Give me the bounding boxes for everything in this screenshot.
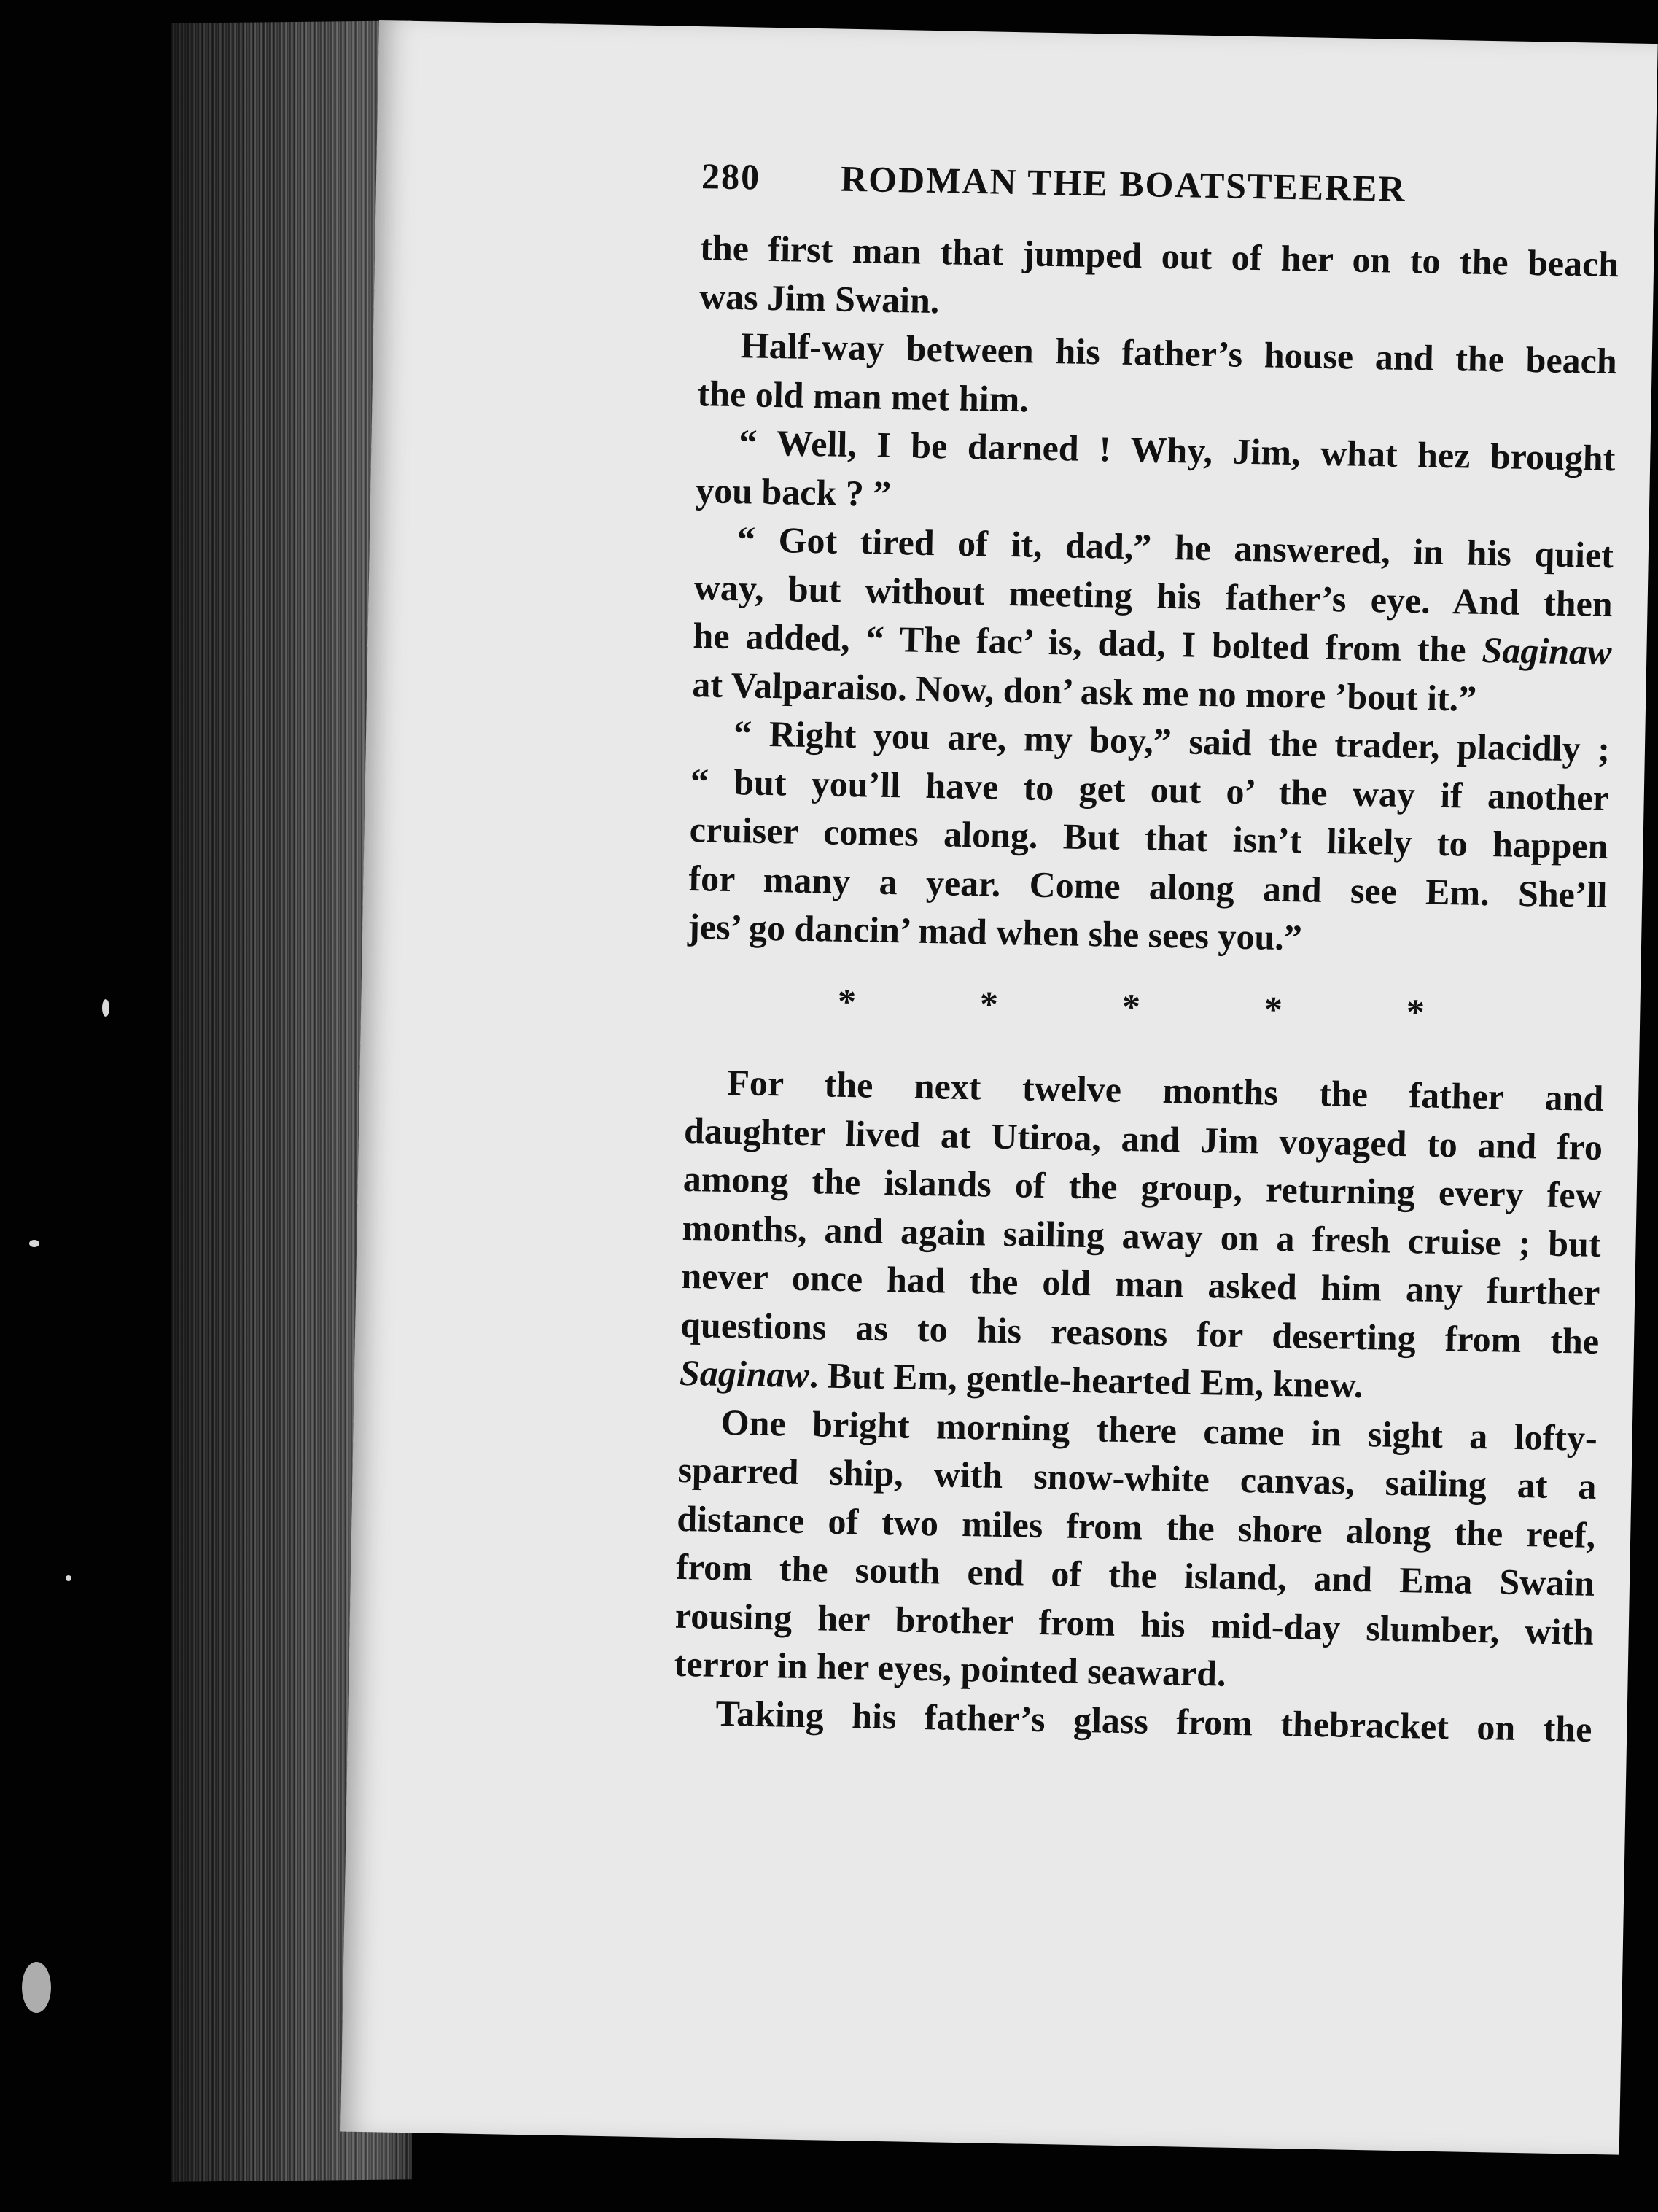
text-line: terror in her eyes, pointed seaward. <box>674 1642 1227 1694</box>
text-line: Taking his father’s glass from thebracket on the <box>715 1692 1592 1750</box>
running-head <box>701 155 1519 212</box>
text-line: “ Got tired of it, dad,” he answered, in his quiet <box>736 519 1614 576</box>
text-line: at Valparaiso. Now, don’ ask me no more ’bout it.” <box>691 663 1477 719</box>
page-number: 280 <box>701 155 761 198</box>
ship-name: Saginaw <box>679 1351 810 1396</box>
running-title: RODMAN THE BOATSTEERER <box>840 158 1407 209</box>
scan-speck <box>102 999 109 1017</box>
scan-speck <box>22 1962 51 2013</box>
text-block-before-break <box>688 223 1619 967</box>
text-line: sparred ship, with snow-white canvas, sailing at a <box>677 1448 1597 1507</box>
text-line: he added, “ The fac’ is, dad, I bolted from the Saginaw <box>693 615 1612 673</box>
text-line: the old man met him. <box>697 372 1030 419</box>
asterisk: * <box>1121 985 1141 1027</box>
text-line: “ Well, I be darned ! Why, Jim, what hez brought <box>738 422 1616 479</box>
text-line: for many a year. Come along and see Em. She’ll <box>688 857 1608 915</box>
scan-speck <box>66 1575 71 1581</box>
text-line: from the south end of the island, and Ema Swain <box>675 1545 1595 1604</box>
text-line: One bright morning there came in sight a lofty- <box>720 1401 1598 1459</box>
section-break <box>686 974 1606 1039</box>
text-line: rousing her brother from his mid-day slumber, with <box>674 1594 1595 1653</box>
text-line: cruiser comes along. But that isn’t likely to happen <box>689 808 1609 867</box>
text-line: For the next twelve months the father and <box>726 1061 1604 1119</box>
asterisk: * <box>1406 990 1425 1032</box>
ship-name: Saginaw <box>1482 629 1612 673</box>
text-line: never once had the old man asked him any further <box>681 1254 1600 1313</box>
text-block-after-break <box>673 1058 1604 1753</box>
asterisk: * <box>979 982 999 1025</box>
text-line: the first man that jumped out of her on to the beach <box>699 227 1619 285</box>
text-line: Saginaw. But Em, gentle-hearted Em, knew. <box>679 1351 1364 1406</box>
text-line: months, and again sailing away on a fresh cruise ; but <box>682 1206 1602 1265</box>
text-line: Half-way between his father’s house and the beach <box>740 325 1618 382</box>
text-line: you back ? ” <box>695 469 892 514</box>
scan-speck <box>29 1240 39 1247</box>
text-line: questions as to his reasons for deserting from the <box>680 1303 1600 1362</box>
text-line: jes’ go dancin’ mad when she sees you.” <box>687 905 1303 958</box>
text-line: was Jim Swain. <box>698 275 940 321</box>
text-line: “ but you’ll have to get out o’ the way if another <box>690 760 1610 818</box>
text-line: “ Right you are, my boy,” said the trader, placidly ; <box>733 713 1611 770</box>
asterisk: * <box>1264 987 1283 1030</box>
asterisk: * <box>837 980 857 1022</box>
body-text <box>673 223 1619 1753</box>
text-line: distance of two miles from the shore along the reef, <box>676 1497 1596 1556</box>
text-line: among the islands of the group, returning every few <box>682 1157 1603 1216</box>
text-line: daughter lived at Utiroa, and Jim voyaged to and fro <box>683 1109 1603 1168</box>
book-page <box>340 20 1658 2155</box>
text-line: way, but without meeting his father’s eye. And then <box>693 566 1614 624</box>
